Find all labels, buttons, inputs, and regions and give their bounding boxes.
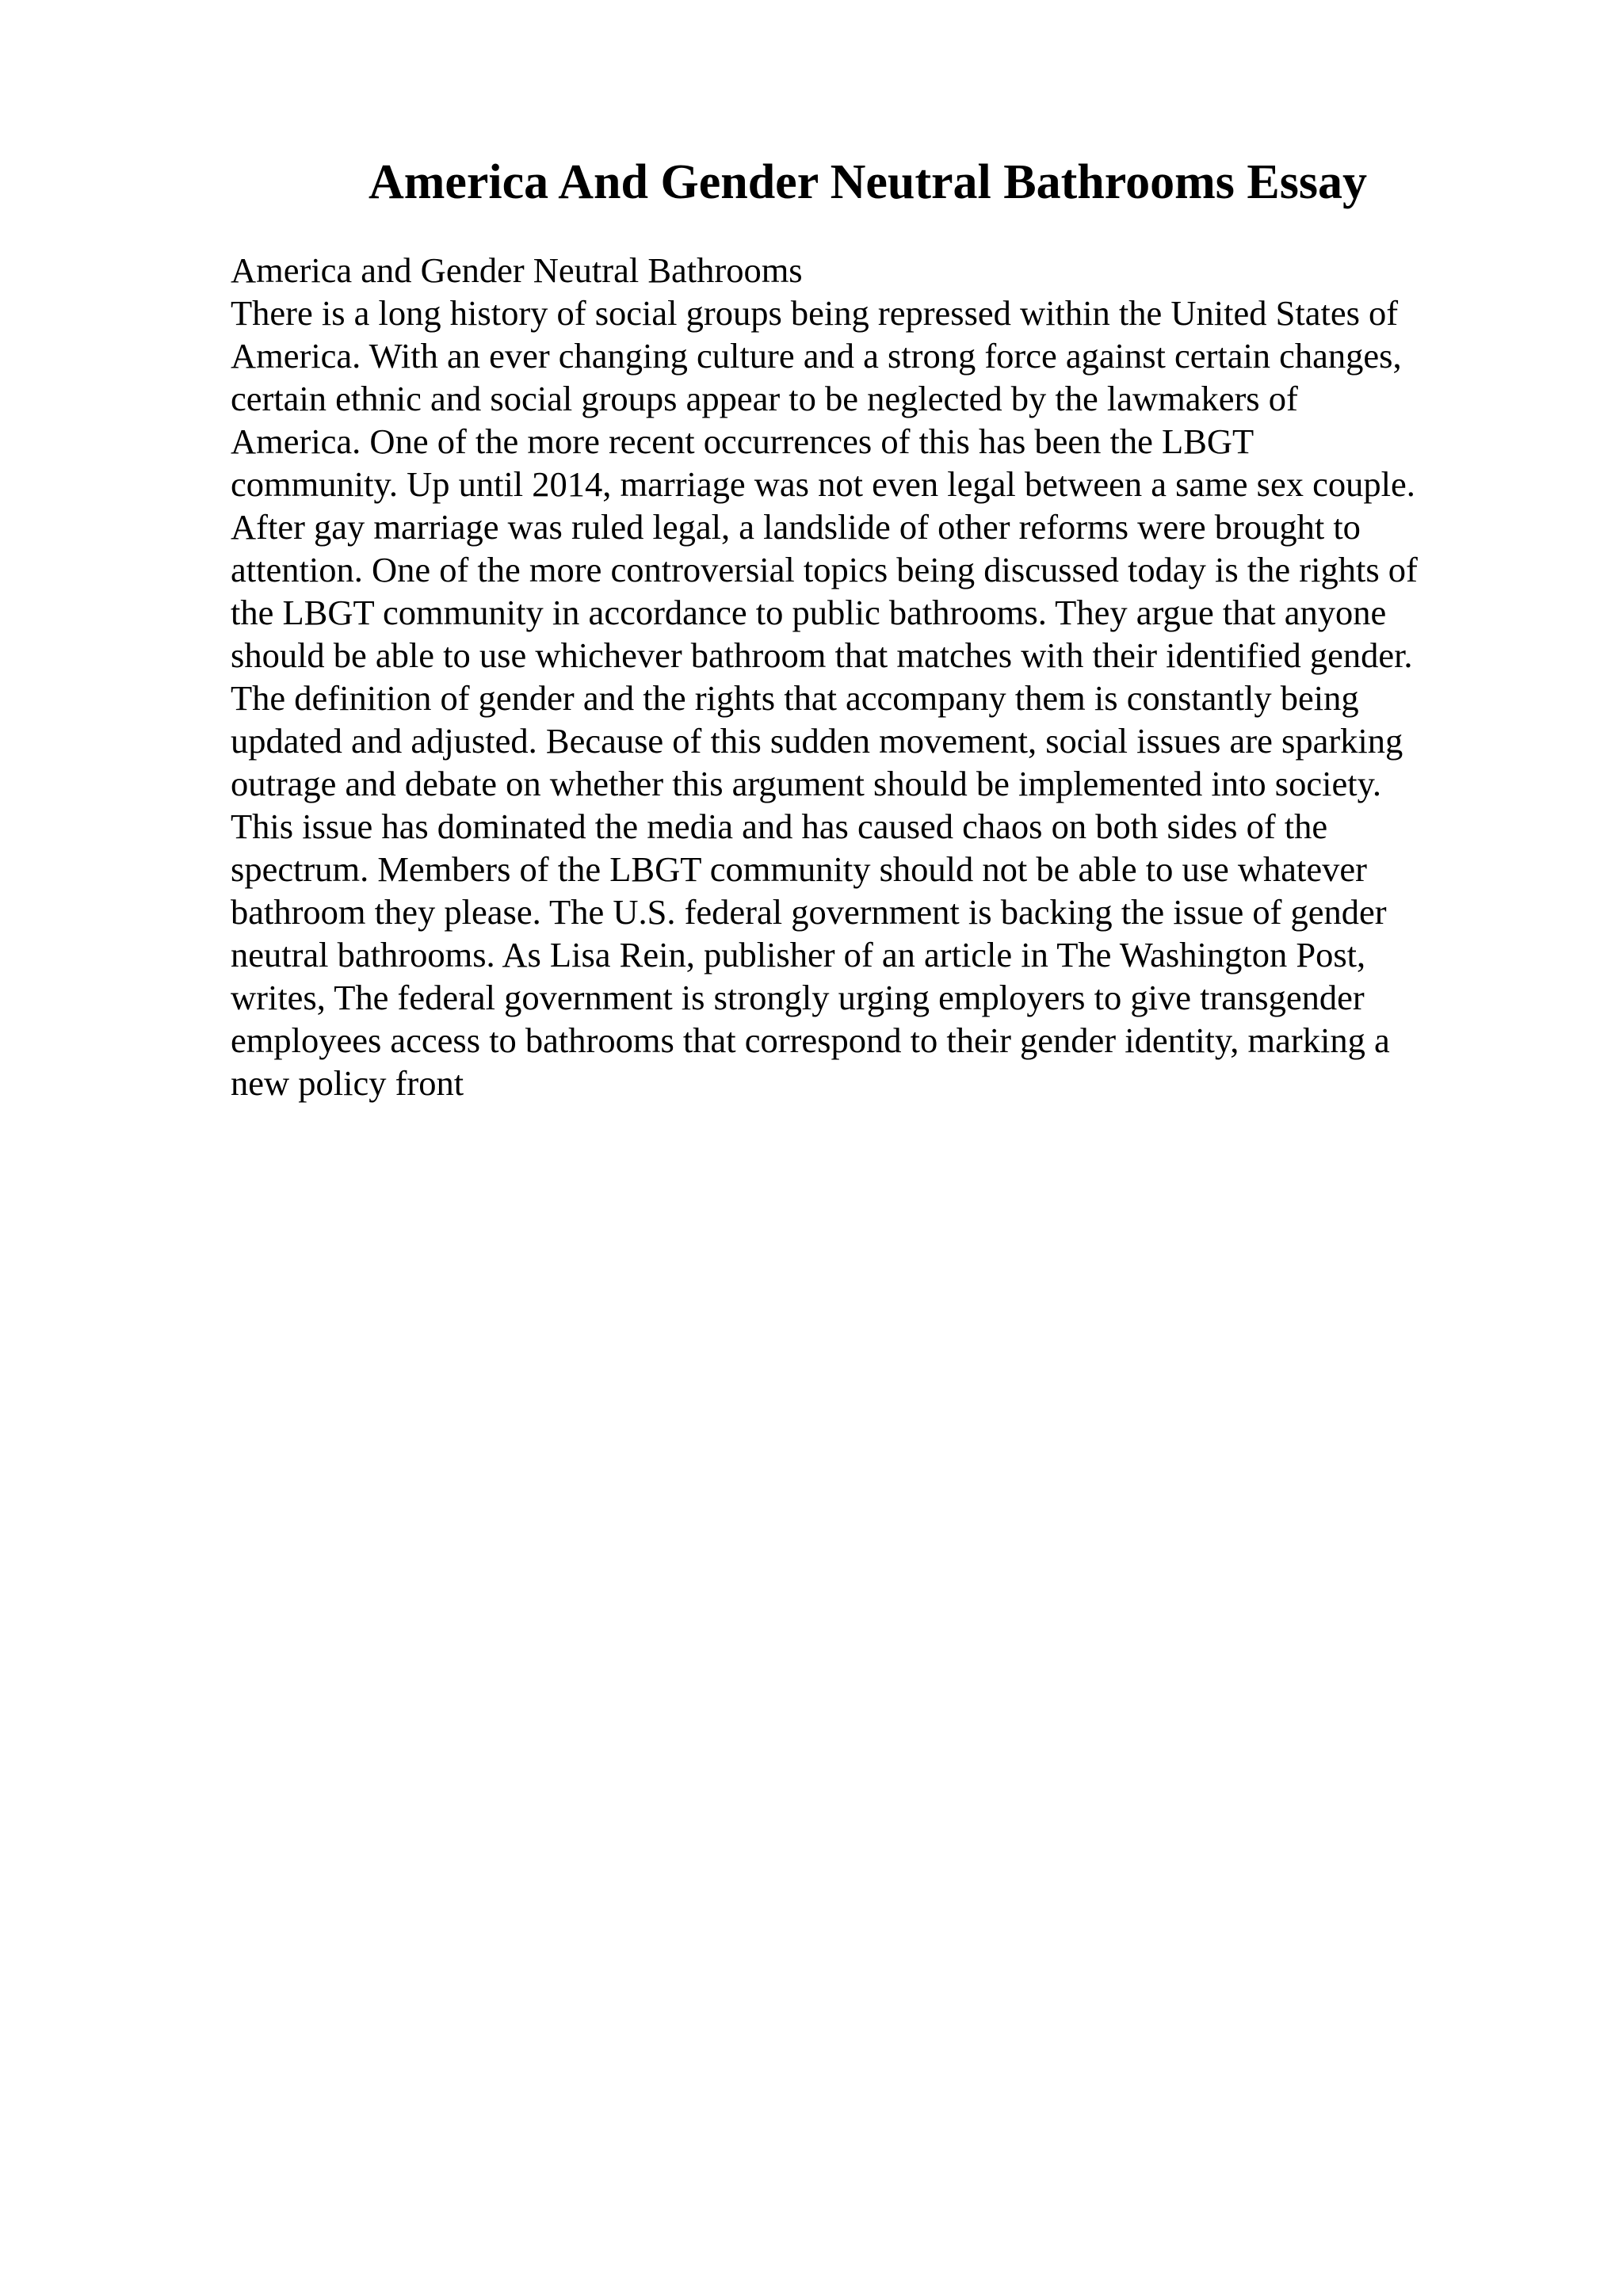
essay-subtitle-line: America and Gender Neutral Bathrooms xyxy=(231,250,803,290)
essay-line: employees access to bathrooms that correspond to their gender identity, marking a xyxy=(231,1020,1390,1060)
essay-line: attention. One of the more controversial topics being discussed today is the rights of xyxy=(231,550,1418,589)
essay-line: writes, The federal government is strongly urging employers to give transgender xyxy=(231,978,1365,1017)
essay-line: neutral bathrooms. As Lisa Rein, publisher of an article in The Washington Post, xyxy=(231,935,1366,974)
essay-line: bathroom they please. The U.S. federal government is backing the issue of gender xyxy=(231,892,1387,932)
essay-line: spectrum. Members of the LBGT community should not be able to use whatever xyxy=(231,849,1367,889)
essay-line: community. Up until 2014, marriage was not even legal between a same sex couple. xyxy=(231,464,1415,504)
essay-body xyxy=(231,249,1530,1104)
essay-line: The definition of gender and the rights that accompany them is constantly being xyxy=(231,678,1359,718)
essay-line: updated and adjusted. Because of this sudden movement, social issues are sparking xyxy=(231,721,1403,761)
essay-line: There is a long history of social groups being repressed within the United States of xyxy=(231,293,1399,333)
essay-line: certain ethnic and social groups appear to be neglected by the lawmakers of xyxy=(231,379,1298,418)
essay-line: This issue has dominated the media and has caused chaos on both sides of the xyxy=(231,807,1328,846)
essay-line: should be able to use whichever bathroom that matches with their identified gender. xyxy=(231,635,1413,675)
document-title: America And Gender Neutral Bathrooms Essay xyxy=(368,155,1368,209)
essay-line: America. With an ever changing culture and a strong force against certain changes, xyxy=(231,336,1402,376)
essay-line: new policy front xyxy=(231,1063,464,1103)
essay-line: America. One of the more recent occurrences of this has been the LBGT xyxy=(231,421,1254,461)
essay-line: After gay marriage was ruled legal, a landslide of other reforms were brought to xyxy=(231,507,1361,547)
essay-line: the LBGT community in accordance to public bathrooms. They argue that anyone xyxy=(231,593,1387,632)
essay-line: outrage and debate on whether this argument should be implemented into society. xyxy=(231,764,1382,803)
